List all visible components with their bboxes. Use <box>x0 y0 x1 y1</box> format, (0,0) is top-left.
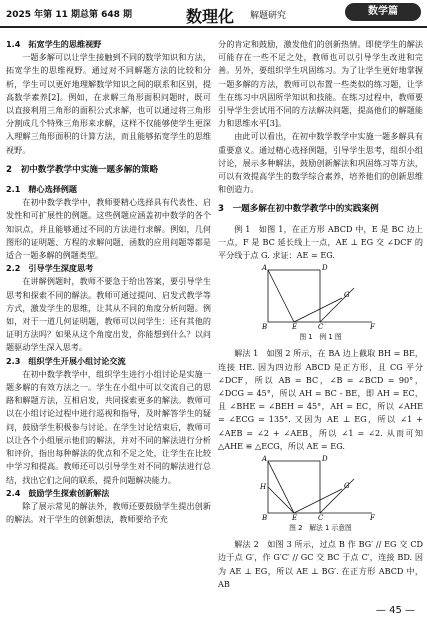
square-abcd <box>268 461 320 513</box>
figure-2-caption: 图 2 解法 1 示意图 <box>289 524 352 533</box>
figure-2-diagram <box>256 455 386 521</box>
label-d: D <box>321 264 328 273</box>
label-c: C <box>317 323 323 331</box>
heading-1-4: 1.4 拓宽学生的思维视野 <box>6 39 102 49</box>
example-1: 例 1 如图 1，在正方形 ABCD 中，E 是 BC 边上一点，F 是 BC 延长线上一点，AE ⊥ EG 交 ∠DCF 的平分线于点 G. 求证：AE = EG. <box>218 223 423 261</box>
solution-1: 解法 1 如图 2 所示，在 BA 边上截取 BH = BE，连接 HE. 因为四边形 ABCD 是正方形，且 CG 平分 ∠DCF，所以 AB = BC，∠B = ∠BCD = 90°，∠DCG = 45°，所以 AH = BC - BE，即 AH = EC，且 ∠BHE = ∠BEH = 45°，AH = EC，所以 ∠AHE = ∠ECG = 135°. 又因为 AE ⊥ EG，所以 ∠1 + ∠AEB = ∠2 + ∠AEB，所以 ∠1 = ∠2. 从而可知 △AHE ≌ △ECG，所以 AE = EG. <box>218 348 423 451</box>
label-d: D <box>321 455 328 464</box>
heading-2-1: 2.1 精心选择例题 <box>6 184 77 195</box>
segment-he <box>268 487 294 513</box>
label-h: H <box>259 483 266 492</box>
label-f: F <box>369 514 375 522</box>
segment-eg <box>294 489 342 513</box>
page-number: — 45 — <box>375 605 415 616</box>
paragraph: 由此可以看出，在初中数学教学中实施一题多解具有重要意义。通过精心选择例题，引导学生思考，组织小组讨论，展示多种解法，鼓励创新解法和巩固练习等方法，可以有效提高学生的数学综合素养，培养他们的创新思维和创造力。 <box>218 131 423 195</box>
label-e: E <box>291 323 297 331</box>
label-f: F <box>369 323 375 331</box>
right-column <box>218 38 423 591</box>
paragraph: 除了展示常见的解法外，教师还要鼓励学生提出创新的解法。对于学生的创新想法，教师要给予充 <box>6 500 211 525</box>
figure-1-caption: 图 1 例 1 图 <box>299 333 342 342</box>
section-badge: 数学篇 <box>345 3 421 21</box>
figure-1-diagram <box>256 264 386 330</box>
paragraph: 在讲解例题时，教师不要急于给出答案，要引导学生思考和探索不同的解法。教师可通过提问、启发式教学等方式，激发学生的思维，让其从不同的角度分析问题。例如，对于一道几何证明题，教师可以问学生：还有其他的证明方法吗？如果从这个角度出发，你能想到什么？以问题驱动学生深入思考。 <box>6 276 211 353</box>
heading-2-3: 2.3 组织学生开展小组讨论交流 <box>6 355 126 366</box>
label-b: B <box>261 323 267 331</box>
label-g: G <box>343 482 350 491</box>
journal-title: 数理化 <box>186 7 235 26</box>
label-e: E <box>291 514 297 522</box>
paragraph: 分的肯定和鼓励，激发他们的创新热情。即使学生的解法可能存在一些不足之处，教师也可以引导学生改进和完善。另外，要组织学生巩固练习。为了让学生更好地掌握一题多解的方法，教师可以布置一些类似的练习题，让学生在练习中巩固所学知识和技能。在练习过程中，教师要引导学生尝试用不同的方法解决问题，提高他们的解题能力和思维水平[3]。 <box>218 39 423 129</box>
segment-ae <box>268 270 294 322</box>
paragraph: 在初中数学教学中，教师要精心选择具有代表性、启发性和可扩展性的例题。这些例题应涵盖初中数学的各个知识点，并且能够通过不同的方法进行求解。例如，几何图形的证明题、方程的求解问题、函数的应用问题等都是适合一题多解的例题类型。 <box>6 197 211 261</box>
issue-info: 2025 年第 11 期总第 648 期 <box>6 10 133 20</box>
heading-2-2: 2.2 引导学生深度思考 <box>6 263 94 274</box>
segment-ae <box>268 461 294 513</box>
paragraph: 在初中数学教学中，组织学生进行小组讨论是实施一题多解的有效方法之一。学生在小组中可以交流自己的思路和解题方法，互相启发，共同探索更多的解法。教师可以在小组讨论过程中进行巡视和指导，及时解答学生的疑问，鼓励学生积极参与讨论。在学生讨论结束后，教师可以让各个小组展示他们的解法，并对不同的解法进行分析和评价，指出每种解法的优点和不足之处，让学生在比较中学习和提高。教师还可以引导学生对不同的解法进行总结，找出它们之间的联系，提升问题解决能力。 <box>6 368 211 485</box>
label-c: C <box>317 514 323 522</box>
square-abcd <box>268 270 320 322</box>
heading-2: 2 初中数学教学中实施一题多解的策略 <box>6 164 159 175</box>
heading-3: 3 一题多解在初中数学教学中的实践案例 <box>218 204 379 215</box>
header-rule <box>0 26 427 28</box>
label-b: B <box>261 514 267 522</box>
page-header <box>0 0 427 30</box>
heading-2-4: 2.4 鼓励学生探索创新解法 <box>6 487 110 498</box>
left-column <box>6 38 211 526</box>
label-g: G <box>343 291 350 300</box>
journal-section: 解题研究 <box>250 11 287 21</box>
segment-eg <box>294 298 342 322</box>
label-a: A <box>261 264 267 273</box>
solution-2: 解法 2 如图 3 所示，过点 B 作 BG′ // EG 交 CD 边于点 G′，作 G′C′ // GC 交 BC 于点 C′，连接 BD. 因为 AE ⊥ EG，所以 AE ⊥ BG′. 在正方形 ABCD 中，AB <box>218 539 423 589</box>
paragraph: 一题多解可以让学生接触到不同的数学知识和方法，拓宽学生的思维视野。通过对不同解题方法的比较和分析，学生可以更好地理解数学知识之间的联系和区别，提高数学素养[2]。例如，在求解三角形面积问题时，既可以直接利用三角形的面积公式求解，也可以通过将三角形分割成几个特殊三角形来求解，这样不仅能够使学生更深入理解三角形面积的计算方法，而且能够拓宽学生的思维视野。 <box>6 52 211 155</box>
label-a: A <box>261 455 267 464</box>
